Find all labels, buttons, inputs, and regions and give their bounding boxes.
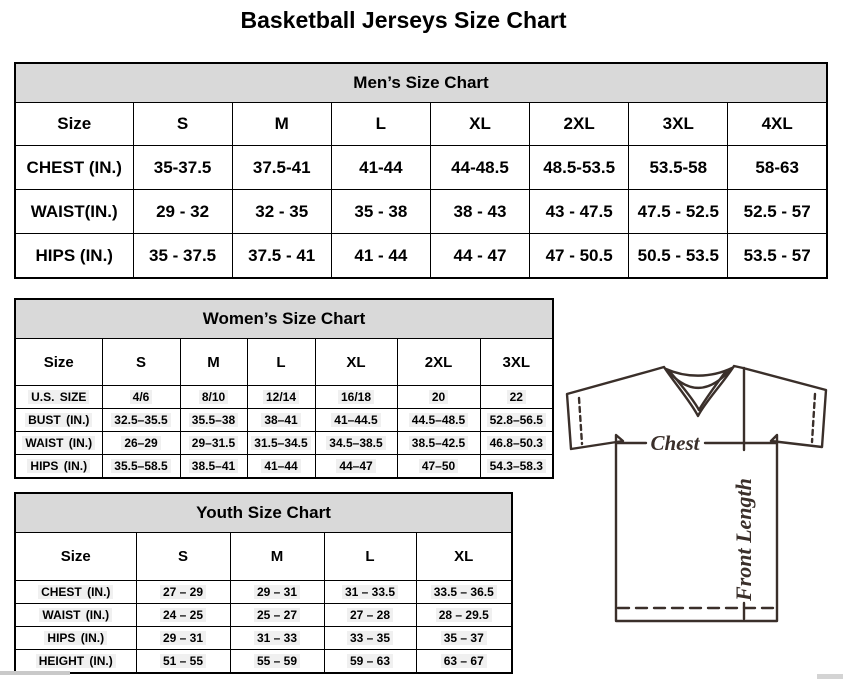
measurement-value — [480, 409, 553, 432]
measurement-value — [397, 432, 480, 455]
measurement-value — [480, 432, 553, 455]
value-text: 24 – 25 — [160, 608, 206, 622]
value-text: 31.5–34.5 — [251, 436, 310, 450]
measurement-value: 41 - 44 — [331, 234, 430, 279]
value-text: 25 – 27 — [254, 608, 300, 622]
measurement-label — [15, 581, 136, 604]
measurement-value — [324, 581, 416, 604]
table-header-row — [15, 103, 827, 146]
size-header-cell: Size — [15, 339, 102, 386]
table-caption-row — [15, 299, 553, 339]
measurement-value: 35 - 37.5 — [133, 234, 232, 279]
value-text: 4/6 — [130, 390, 153, 404]
measurement-label-text: HEIGHT (IN.) — [36, 654, 116, 668]
value-text: 44.5–48.5 — [409, 413, 468, 427]
measurement-value — [136, 650, 230, 674]
table-row — [15, 386, 553, 409]
measurement-value — [416, 627, 512, 650]
column-header: M — [232, 103, 331, 146]
table-row — [15, 432, 553, 455]
column-header: XL — [315, 339, 397, 386]
measurement-value — [315, 386, 397, 409]
value-text: 46.8–50.3 — [487, 436, 546, 450]
measurement-label — [15, 386, 102, 409]
column-header: M — [180, 339, 247, 386]
column-header: L — [324, 533, 416, 581]
value-text: 27 – 29 — [160, 585, 206, 599]
measurement-value: 37.5-41 — [232, 146, 331, 190]
measurement-label — [15, 455, 102, 479]
measurement-value: 50.5 - 53.5 — [629, 234, 728, 279]
measurement-value: 47.5 - 52.5 — [629, 190, 728, 234]
measurement-value — [180, 409, 247, 432]
value-text: 55 – 59 — [254, 654, 300, 668]
column-header: 4XL — [728, 103, 827, 146]
value-text: 20 — [429, 390, 448, 404]
jersey-measurement-diagram — [554, 353, 842, 643]
measurement-label: HIPS (IN.) — [15, 234, 133, 279]
measurement-value — [230, 650, 324, 674]
measurement-value — [397, 409, 480, 432]
page-title: Basketball Jerseys Size Chart — [240, 7, 567, 33]
table-row — [15, 650, 512, 674]
measurement-value — [102, 432, 180, 455]
measurement-value: 35 - 38 — [331, 190, 430, 234]
measurement-label: CHEST (IN.) — [15, 146, 133, 190]
measurement-value: 44-48.5 — [430, 146, 529, 190]
table-row — [15, 190, 827, 234]
measurement-value — [315, 409, 397, 432]
column-header: XL — [430, 103, 529, 146]
value-text: 54.3–58.3 — [487, 459, 546, 473]
table-header-row — [15, 533, 512, 581]
table-row — [15, 146, 827, 190]
table-row — [15, 234, 827, 279]
value-text: 27 – 28 — [347, 608, 393, 622]
measurement-value — [315, 455, 397, 479]
value-text: 29–31.5 — [189, 436, 238, 450]
value-text: 33.5 – 36.5 — [431, 585, 497, 599]
value-text: 32.5–35.5 — [111, 413, 170, 427]
measurement-label-text: BUST (IN.) — [25, 413, 92, 427]
measurement-label-text: U.S. SIZE — [28, 390, 89, 404]
value-text: 29 – 31 — [254, 585, 300, 599]
measurement-value — [397, 386, 480, 409]
measurement-value — [324, 604, 416, 627]
measurement-value — [324, 627, 416, 650]
measurement-label-text: WAIST (IN.) — [22, 436, 95, 450]
measurement-value — [102, 455, 180, 479]
column-header: 3XL — [480, 339, 553, 386]
column-header: S — [133, 103, 232, 146]
measurement-value — [136, 627, 230, 650]
measurement-label-text: CHEST (IN.) — [38, 585, 113, 599]
measurement-label — [15, 409, 102, 432]
column-header: L — [331, 103, 430, 146]
value-text: 8/10 — [199, 390, 228, 404]
table-row — [15, 604, 512, 627]
value-text: 28 – 29.5 — [436, 608, 492, 622]
table-header-row — [15, 339, 553, 386]
measurement-value — [480, 386, 553, 409]
measurement-value — [247, 455, 315, 479]
measurement-value: 48.5-53.5 — [530, 146, 629, 190]
measurement-value — [480, 455, 553, 479]
womens-size-chart-table — [14, 298, 554, 479]
mens-size-chart-table — [14, 62, 828, 279]
measurement-value — [102, 409, 180, 432]
measurement-value — [180, 455, 247, 479]
measurement-value — [102, 386, 180, 409]
womens-chart-caption: Women’s Size Chart — [15, 299, 553, 339]
value-text: 59 – 63 — [347, 654, 393, 668]
measurement-label-text: HIPS (IN.) — [44, 631, 107, 645]
measurement-value: 38 - 43 — [430, 190, 529, 234]
measurement-label — [15, 432, 102, 455]
gray-strip-bottom-right — [817, 674, 843, 679]
measurement-value — [416, 604, 512, 627]
measurement-value: 58-63 — [728, 146, 827, 190]
measurement-value — [230, 581, 324, 604]
value-text: 31 – 33 — [254, 631, 300, 645]
value-text: 33 – 35 — [347, 631, 393, 645]
column-header: 2XL — [397, 339, 480, 386]
value-text: 44–47 — [336, 459, 375, 473]
column-header: XL — [416, 533, 512, 581]
value-text: 63 – 67 — [441, 654, 487, 668]
table-caption-row — [15, 63, 827, 103]
measurement-value: 29 - 32 — [133, 190, 232, 234]
measurement-value — [324, 650, 416, 674]
column-header: 2XL — [530, 103, 629, 146]
value-text: 31 – 33.5 — [342, 585, 398, 599]
column-header: S — [136, 533, 230, 581]
measurement-value: 53.5 - 57 — [728, 234, 827, 279]
table-caption-row — [15, 493, 512, 533]
measurement-value: 43 - 47.5 — [530, 190, 629, 234]
value-text: 22 — [507, 390, 526, 404]
measurement-label — [15, 650, 136, 674]
measurement-value — [180, 432, 247, 455]
measurement-value — [136, 604, 230, 627]
measurement-value — [230, 604, 324, 627]
youth-size-chart-table — [14, 492, 513, 674]
measurement-value: 52.5 - 57 — [728, 190, 827, 234]
table-row — [15, 409, 553, 432]
column-header: 3XL — [629, 103, 728, 146]
measurement-value: 44 - 47 — [430, 234, 529, 279]
value-text: 51 – 55 — [160, 654, 206, 668]
size-header-cell: Size — [15, 533, 136, 581]
measurement-value — [136, 581, 230, 604]
column-header: S — [102, 339, 180, 386]
value-text: 35 – 37 — [441, 631, 487, 645]
table-row — [15, 627, 512, 650]
measurement-value: 32 - 35 — [232, 190, 331, 234]
value-text: 12/14 — [263, 390, 299, 404]
measurement-label — [15, 627, 136, 650]
measurement-value — [180, 386, 247, 409]
measurement-value — [416, 581, 512, 604]
front-length-label: Front Length — [731, 478, 756, 601]
measurement-label: WAIST(IN.) — [15, 190, 133, 234]
measurement-value: 47 - 50.5 — [530, 234, 629, 279]
mens-chart-caption: Men’s Size Chart — [15, 63, 827, 103]
table-row — [15, 455, 553, 479]
column-header: M — [230, 533, 324, 581]
measurement-value: 53.5-58 — [629, 146, 728, 190]
value-text: 26–29 — [121, 436, 160, 450]
measurement-value — [416, 650, 512, 674]
value-text: 29 – 31 — [160, 631, 206, 645]
measurement-label — [15, 604, 136, 627]
value-text: 35.5–58.5 — [111, 459, 170, 473]
measurement-value — [247, 386, 315, 409]
chest-label: Chest — [650, 431, 700, 455]
measurement-label-text: HIPS (IN.) — [27, 459, 90, 473]
table-row — [15, 581, 512, 604]
measurement-label-text: WAIST (IN.) — [39, 608, 112, 622]
value-text: 38.5–42.5 — [409, 436, 468, 450]
value-text: 35.5–38 — [189, 413, 238, 427]
value-text: 38–41 — [261, 413, 300, 427]
gray-strip-bottom-left — [0, 671, 70, 675]
measurement-value: 37.5 - 41 — [232, 234, 331, 279]
measurement-value: 41-44 — [331, 146, 430, 190]
measurement-value — [247, 409, 315, 432]
measurement-value: 35-37.5 — [133, 146, 232, 190]
value-text: 47–50 — [419, 459, 458, 473]
youth-chart-caption: Youth Size Chart — [15, 493, 512, 533]
measurement-value — [315, 432, 397, 455]
value-text: 16/18 — [338, 390, 374, 404]
size-header-cell: Size — [15, 103, 133, 146]
value-text: 38.5–41 — [189, 459, 238, 473]
measurement-value — [247, 432, 315, 455]
measurement-value — [397, 455, 480, 479]
value-text: 52.8–56.5 — [487, 413, 546, 427]
value-text: 41–44.5 — [331, 413, 380, 427]
value-text: 41–44 — [261, 459, 300, 473]
value-text: 34.5–38.5 — [326, 436, 385, 450]
measurement-value — [230, 627, 324, 650]
column-header: L — [247, 339, 315, 386]
